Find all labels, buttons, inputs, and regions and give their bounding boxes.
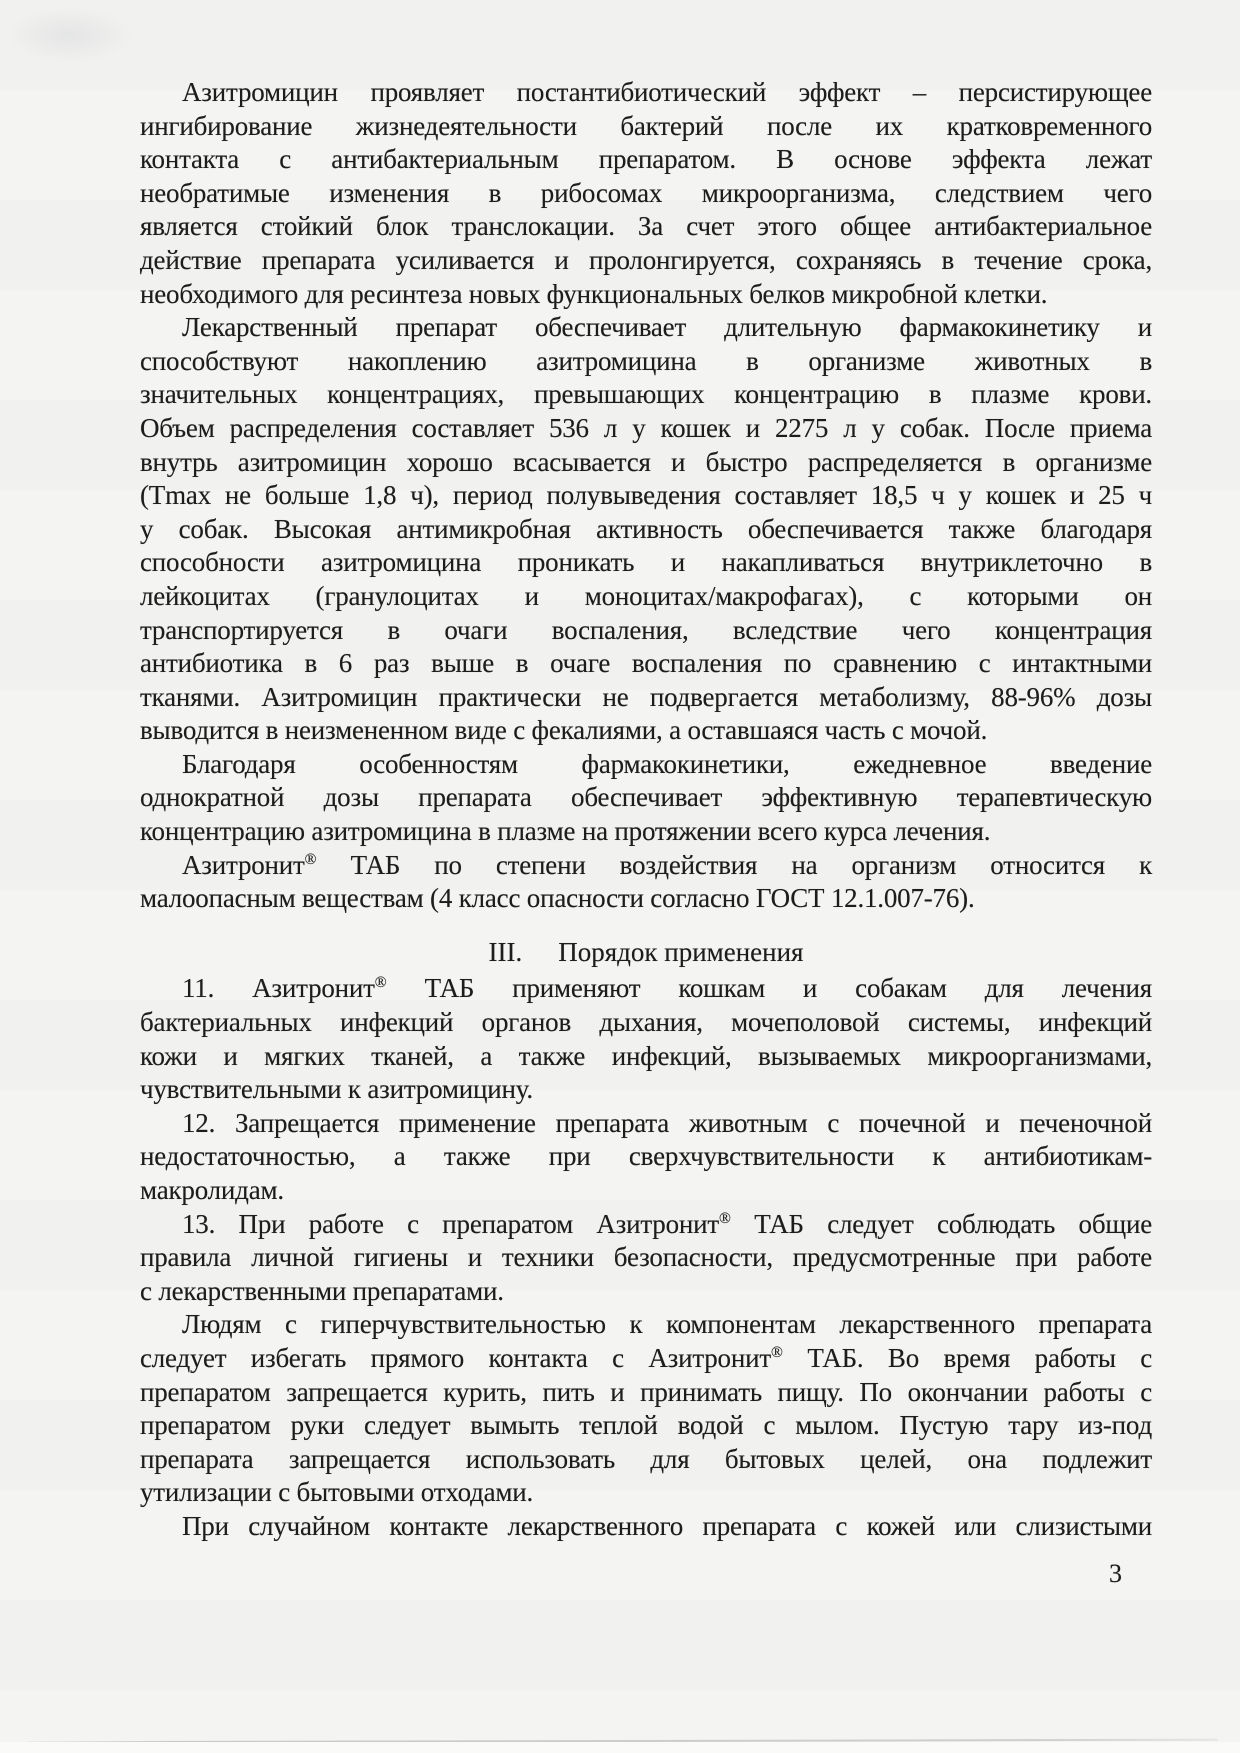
registered-trademark-symbol: ® <box>304 850 317 868</box>
paragraph-line: правила личной гигиены и техники безопасности, предусмотренные при работе <box>140 1242 1152 1273</box>
paragraph-line: 13. При работе с препаратом Азитронит® ТАБ следует соблюдать общие <box>182 1208 1152 1239</box>
paragraph <box>140 972 1152 1106</box>
paragraph-line: Лекарственный препарат обеспечивает длительную фармакокинетику и <box>182 312 1152 343</box>
paragraph-line: бактериальных инфекций органов дыхания, мочеполовой системы, инфекций <box>140 1007 1152 1038</box>
paragraph-line: концентрацию азитромицина в плазме на протяжении всего курса лечения. <box>140 816 991 847</box>
paragraph-line: недостаточностью, а также при сверхчувствительности к антибиотикам- <box>140 1141 1152 1172</box>
paragraph-line: внутрь азитромицин хорошо всасывается и быстро распределяется в организме <box>140 446 1152 477</box>
paragraph <box>140 1208 1152 1309</box>
paragraph-line: способности азитромицина проникать и накапливаться внутриклеточно в <box>140 547 1152 578</box>
paragraph-line: препаратом запрещается курить, пить и принимать пищу. По окончании работы с <box>140 1376 1152 1407</box>
registered-trademark-symbol: ® <box>719 1209 731 1227</box>
paragraph <box>140 76 1152 311</box>
paragraph-line: способствуют накоплению азитромицина в организме животных в <box>140 345 1152 376</box>
paragraph-line: утилизации с бытовыми отходами. <box>140 1477 534 1508</box>
paragraph-line: тканями. Азитромицин практически не подвергается метаболизму, 88-96% дозы <box>140 681 1152 712</box>
paragraph-line: однократной дозы препарата обеспечивает эффективную терапевтическую <box>140 782 1152 813</box>
paragraph-line: Людям с гиперчувствительностью к компонентам лекарственного препарата <box>182 1309 1152 1340</box>
paragraph-line: транспортируется в очаги воспаления, вследствие чего концентрация <box>140 614 1152 645</box>
paragraph-line: выводится в неизмененном виде с фекалиями, а оставшаяся часть с мочой. <box>140 715 988 746</box>
scan-background-below-page <box>0 1742 1240 1753</box>
paragraph-line: малоопасным веществам (4 класс опасности согласно ГОСТ 12.1.007-76). <box>140 883 975 914</box>
paragraph-line: следует избегать прямого контакта с Азитронит® ТАБ. Во время работы с <box>140 1342 1152 1373</box>
paragraph <box>140 748 1152 849</box>
paragraph-line: Объем распределения составляет 536 л у кошек и 2275 л у собак. После приема <box>140 412 1152 443</box>
paragraph-line: Азитромицин проявляет постантибиотический эффект – персистирующее <box>182 77 1152 107</box>
paragraph-line: Азитронит® ТАБ по степени воздействия на организм относится к <box>182 849 1152 880</box>
paragraph-line: с лекарственными препаратами. <box>140 1275 504 1306</box>
paragraph-line: макролидам. <box>140 1175 284 1205</box>
page-number: 3 <box>1109 1559 1122 1588</box>
document-text-block <box>140 76 1152 1544</box>
paragraph <box>140 1308 1152 1510</box>
paragraph-line: лейкоцитах (гранулоцитах и моноцитах/макрофагах), с которыми он <box>140 580 1152 611</box>
paragraph-line: необходимого для ресинтеза новых функциональных белков микробной клетки. <box>140 278 1048 309</box>
paragraph-line: контакта с антибактериальным препаратом. В основе эффекта лежат <box>140 144 1152 175</box>
paragraph-line: При случайном контакте лекарственного препарата с кожей или слизистыми <box>182 1510 1152 1541</box>
paragraph-line: (Tmax не больше 1,8 ч), период полувыведения составляет 18,5 ч у кошек и 25 ч <box>140 480 1152 511</box>
paragraph-line: значительных концентрациях, превышающих концентрацию в плазме крови. <box>140 379 1152 410</box>
paragraph-line: ингибирование жизнедеятельности бактерий после их кратковременного <box>140 110 1152 141</box>
paragraph-line: кожи и мягких тканей, а также инфекций, вызываемых микроорганизмами, <box>140 1040 1152 1071</box>
paragraph <box>140 311 1152 748</box>
section-number: III. <box>488 936 523 967</box>
paragraph-line: действие препарата усиливается и пролонгируется, сохраняясь в течение срока, <box>140 244 1152 275</box>
registered-trademark-symbol: ® <box>770 1343 783 1361</box>
paragraph <box>140 849 1152 916</box>
paragraph-line: препаратом руки следует вымыть теплой водой с мылом. Пустую тару из-под <box>140 1410 1152 1441</box>
paragraph-line: Благодаря особенностям фармакокинетики, ежедневное введение <box>182 748 1152 779</box>
paragraph <box>140 1510 1152 1544</box>
paragraph <box>140 1107 1152 1208</box>
paragraph-line: 11. Азитронит® ТАБ применяют кошкам и собакам для лечения <box>182 973 1153 1004</box>
paragraph-line: является стойкий блок транслокации. За счет этого общее антибактериальное <box>140 211 1152 242</box>
registered-trademark-symbol: ® <box>374 974 387 992</box>
paragraph-line: 12. Запрещается применение препарата животным с почечной и печеночной <box>182 1107 1152 1138</box>
paragraph-line: антибиотика в 6 раз выше в очаге воспаления по сравнению с интактными <box>140 648 1152 679</box>
paragraph-line: необратимые изменения в рибосомах микроорганизма, следствием чего <box>140 177 1152 208</box>
section-title: Порядок применения <box>558 936 804 967</box>
section-heading <box>140 936 1152 970</box>
paragraph-line: препарата запрещается использовать для бытовых целей, она подлежит <box>140 1443 1152 1474</box>
paragraph-line: у собак. Высокая антимикробная активность обеспечивается также благодаря <box>140 513 1152 544</box>
paragraph-line: чувствительными к азитромицину. <box>140 1074 533 1105</box>
